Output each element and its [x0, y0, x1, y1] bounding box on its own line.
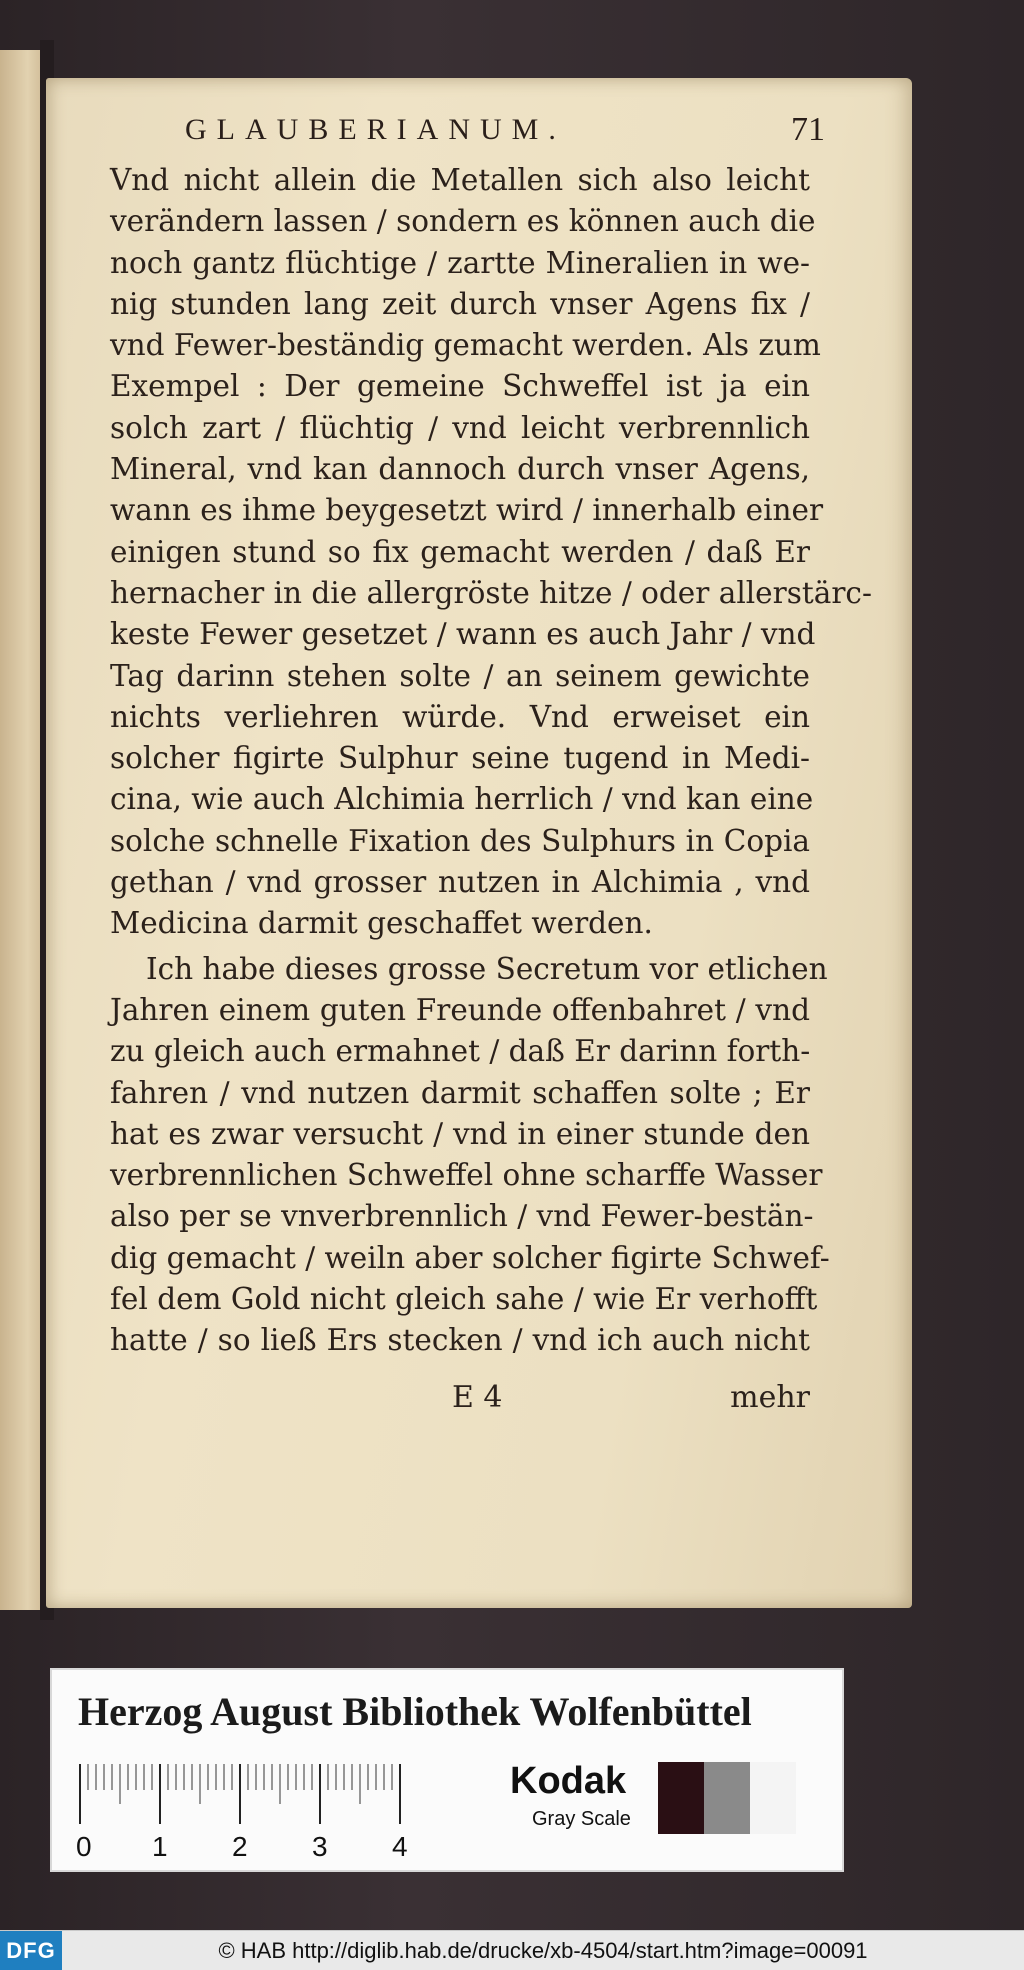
text-line: Jahren einem guten Freunde offenbahret / vnd	[110, 992, 810, 1027]
gray-patch-dark	[658, 1762, 704, 1834]
kodak-logo: Kodak	[510, 1760, 627, 1802]
text-line: hatte / so ließ Ers stecken / vnd ich auch nicht	[110, 1323, 810, 1358]
page-footer-line	[110, 1380, 810, 1424]
text-line: noch gantz flüchtige / zartte Mineralien in we-	[110, 245, 810, 280]
text-line: nig stunden lang zeit durch vnser Agens fix /	[110, 286, 810, 321]
text-line: nichts verliehren würde. Vnd erweiset ein	[110, 699, 810, 734]
ruler-scale	[76, 1762, 480, 1862]
page-body	[110, 160, 872, 1362]
text-line: verbrennlichen Schweffel ohne scharffe Wasser	[110, 1158, 823, 1193]
text-line: wann es ihme beygesetzt wird / innerhalb einer	[110, 493, 824, 528]
color-target	[50, 1668, 844, 1872]
ruler-label: 3	[312, 1831, 328, 1862]
text-line: fahren / vnd nutzen darmit schaffen solte ; Er	[110, 1075, 810, 1110]
copyright-link[interactable]: © HAB http://diglib.hab.de/drucke/xb-4504/start.htm?image=00091	[218, 1937, 868, 1963]
text-line: Vnd nicht allein die Metallen sich also leicht	[110, 163, 810, 197]
text-line: Tag darinn stehen solte / an seinem gewichte	[110, 658, 810, 693]
text-line: keste Fewer gesetzet / wann es auch Jahr / vnd	[110, 617, 816, 652]
text-line: einigen stund so fix gemacht werden / daß Er	[110, 534, 810, 569]
page-header	[185, 105, 825, 155]
ruler-label: 0	[76, 1831, 92, 1862]
ruler-label: 2	[232, 1831, 248, 1862]
text-line: Medicina darmit geschaffet werden.	[110, 906, 653, 941]
text-line: gethan / vnd grosser nutzen in Alchimia , vnd	[110, 865, 810, 900]
text-line: fel dem Gold nicht gleich sahe / wie Er verhofft	[110, 1282, 818, 1317]
text-line: solcher figirte Sulphur seine tugend in Medi-	[110, 741, 810, 776]
text-line: Exempel : Der gemeine Schweffel ist ja ein	[110, 369, 810, 404]
running-head: GLAUBERIANUM.	[185, 113, 566, 146]
text-line: Mineral, vnd kan dannoch durch vnser Agens,	[110, 452, 810, 487]
gray-patches	[658, 1762, 796, 1834]
ruler-label: 1	[152, 1831, 168, 1862]
ruler-label: 4	[392, 1831, 408, 1862]
text-line: Ich habe dieses grosse Secretum vor etlichen	[146, 951, 828, 986]
text-line: hernacher in die allergröste hitze / oder allerstärc-	[110, 575, 872, 610]
text-line: solche schnelle Fixation des Sulphurs in Copia	[110, 823, 810, 858]
text-line: zu gleich auch ermahnet / daß Er darinn forth-	[110, 1034, 811, 1069]
gray-patch-light	[750, 1762, 796, 1834]
text-line: vnd Fewer-beständig gemacht werden. Als zum	[110, 328, 821, 363]
text-line: also per se vnverbrennlich / vnd Fewer-bestän-	[110, 1199, 814, 1234]
gray-patch-mid	[704, 1762, 750, 1834]
dfg-logo: DFG	[0, 1931, 62, 1970]
signature-mark: E 4	[452, 1380, 503, 1415]
page-number: 71	[791, 111, 825, 148]
text-line: solch zart / flüchtig / vnd leicht verbrennlich	[110, 410, 810, 445]
catchword: mehr	[730, 1380, 810, 1415]
text-line: cina, wie auch Alchimia herrlich / vnd kan eine	[110, 782, 814, 817]
footer-bar	[0, 1930, 1024, 1970]
library-name: Herzog August Bibliothek Wolfenbüttel	[78, 1689, 752, 1734]
text-line: hat es zwar versucht / vnd in einer stunde den	[110, 1116, 810, 1151]
text-line: dig gemacht / weiln aber solcher figirte Schwef-	[110, 1240, 830, 1275]
gray-scale-label: Gray Scale	[532, 1808, 631, 1830]
text-line: verändern lassen / sondern es können auch die	[110, 204, 816, 239]
